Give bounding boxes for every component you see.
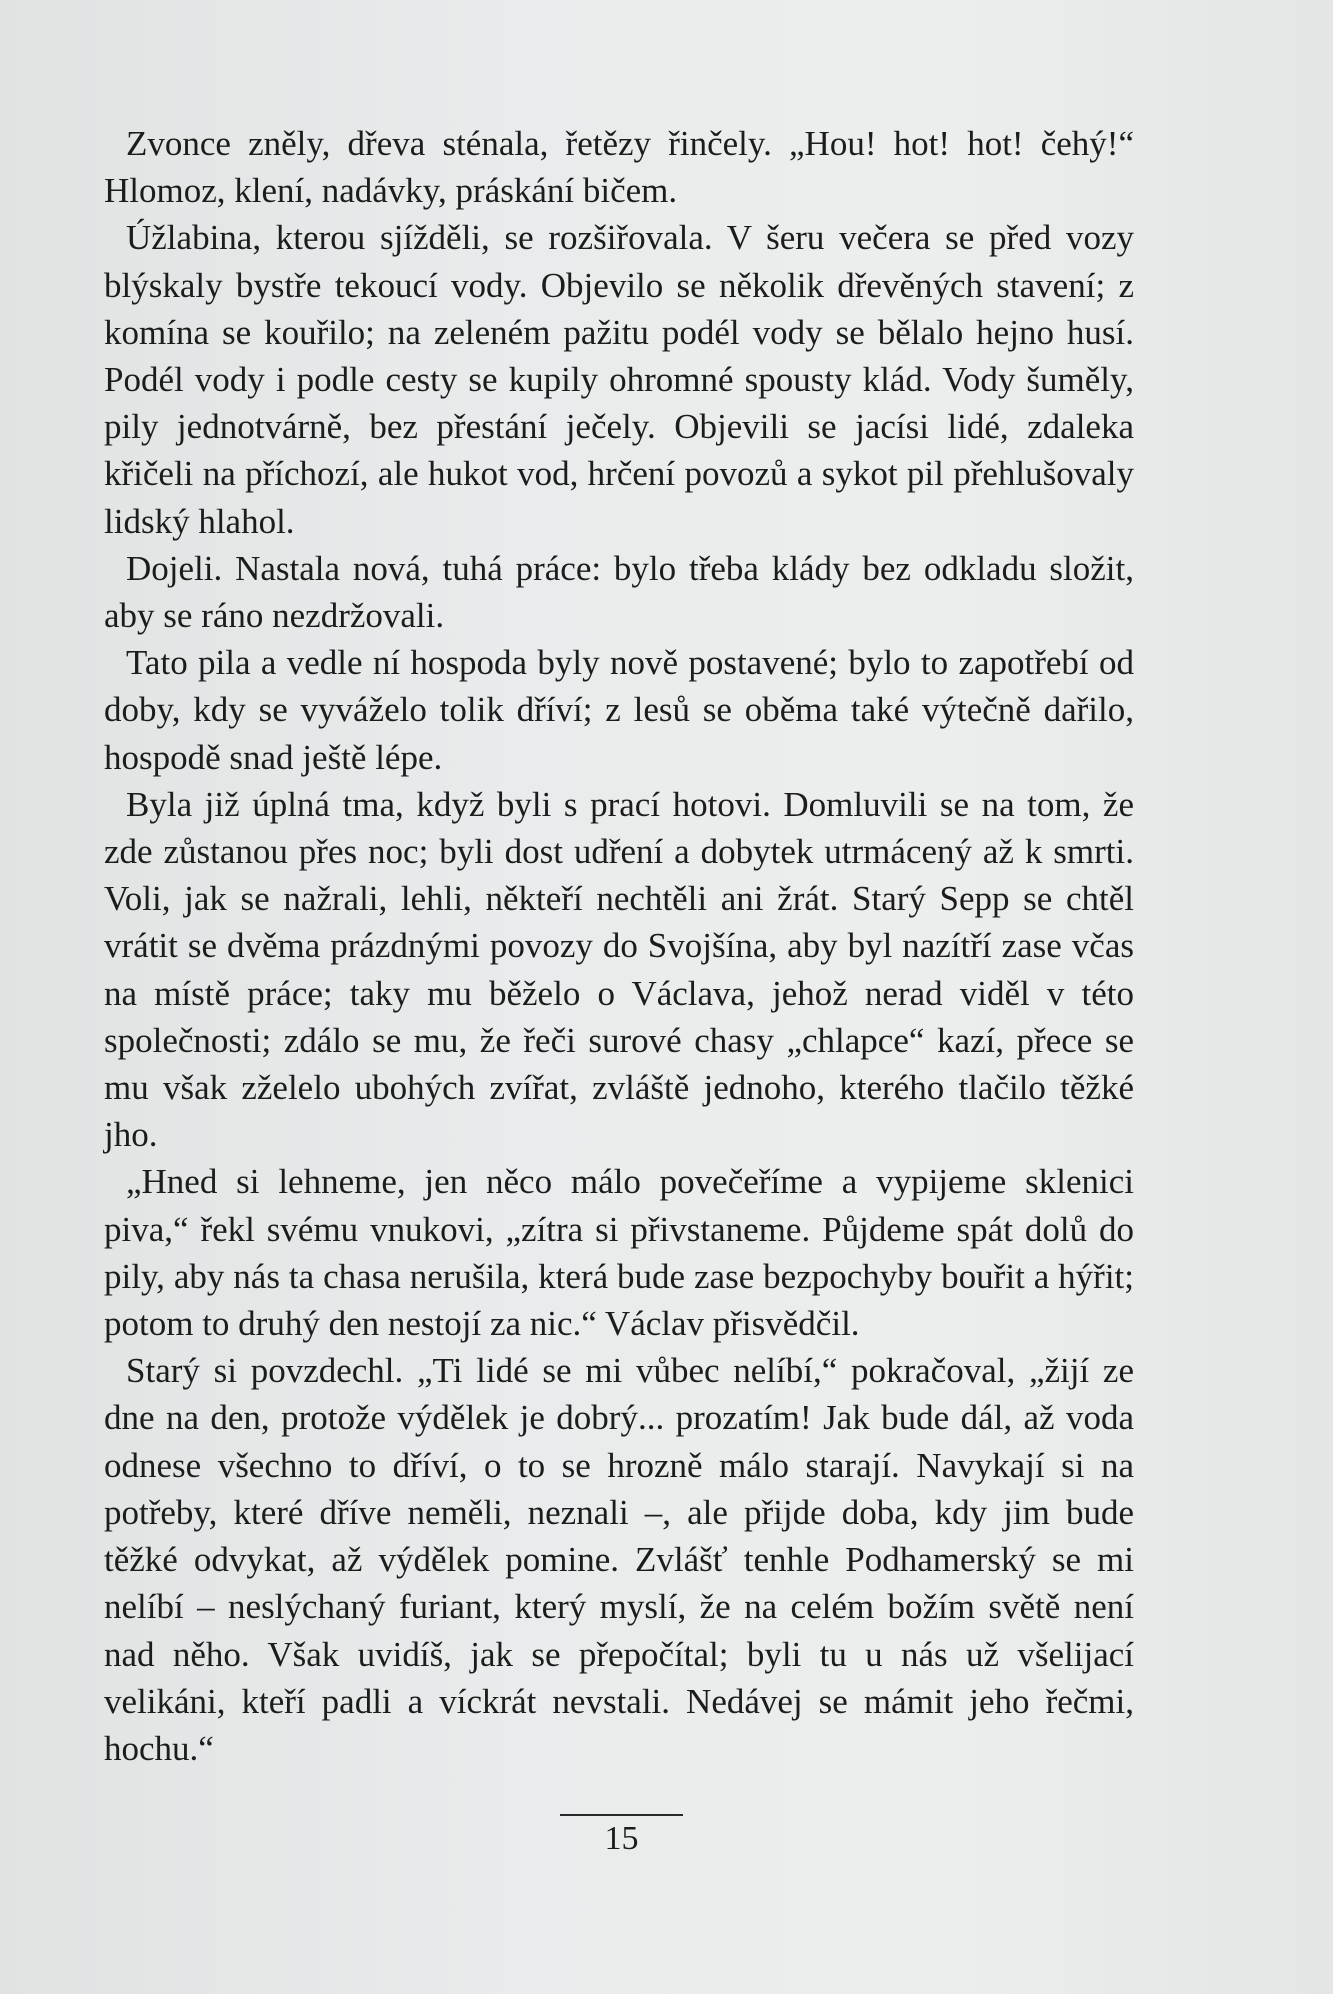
paragraph-4: Tato pila a vedle ní hospoda byly nově postavené; bylo to zapotřebí od doby, kdy se vyváželo tolik dříví; z lesů se oběma také výtečně dařilo, hospodě snad ještě lépe. [104,643,1134,777]
paragraph-3: Dojeli. Nastala nová, tuhá práce: bylo třeba klády bez odkladu složit, aby se ráno nezdržovali. [104,548,1134,636]
footer-divider [560,1814,683,1816]
paragraph-6: „Hned si lehneme, jen něco málo povečeříme a vypijeme sklenici piva,“ řekl svému vnukovi, „zítra si přivstaneme. Půjdeme spát dolů do pily, aby nás ta chasa nerušila, která bude zase bezpochyby bouřit a hýřit; potom to druhý den nestojí za nic.“ Václav přisvědčil. [104,1162,1134,1344]
paragraph-7: Starý si povzdechl. „Ti lidé se mi vůbec nelíbí,“ pokračoval, „žijí ze dne na den, protože výdělek je dobrý... prozatím! Jak bude dál, až voda odnese všechno to dříví, o to se hrozně málo starají. Navykají si na potřeby, které dříve neměli, neznali –, ale přijde doba, kdy jim bude těžké odvykat, až výdělek pomine. Zvlášť tenhle Podhamerský se mi nelíbí – neslýchaný furiant, který myslí, že na celém božím světě není nad něho. Však uvidíš, jak se přepočítal; byli tu u nás už všelijací velikáni, kteří padli a víckrát nevstali. Nedávej se mámit jeho řečmi, hochu.“ [104,1351,1134,1768]
page-number: 15 [604,1820,639,1857]
paragraph-5: Byla již úplná tma, když byli s prací hotovi. Domluvili se na tom, že zde zůstanou přes noc; byli dost udření a dobytek utrmácený až k smrti. Voli, jak se nažrali, lehli, někteří nechtěli ani žrát. Starý Sepp se chtěl vrátit se dvěma prázdnými povozy do Svojšína, aby byl nazítří zase včas na místě práce; taky mu běželo o Václava, jehož nerad viděl v této společnosti; zdálo se mu, že řeči surové chasy „chlapce“ kazí, přece se mu však zželelo ubohých zvířat, zvláště jednoho, kterého tlačilo těžké jho. [104,784,1134,1155]
body-text [104,120,1134,1772]
paragraph-1: Zvonce zněly, dřeva sténala, řetězy řinčely. „Hou! hot! hot! čehý!“ Hlomoz, klení, nadávky, práskání bičem. [104,124,1134,211]
paragraph-2: Úžlabina, kterou sjížděli, se rozšiřovala. V šeru večera se před vozy blýskaly bystře tekoucí vody. Objevilo se několik dřevěných stavení; z komína se kouřilo; na zeleném pažitu podél vody se bělalo hejno husí. Podél vody i podle cesty se kupily ohromné spousty klád. Vody šuměly, pily jednotvárně, bez přestání ječely. Objevili se jacísi lidé, zdaleka křičeli na příchozí, ale hukot vod, hrčení povozů a sykot pil přehlušovaly lidský hlahol. [104,218,1134,541]
